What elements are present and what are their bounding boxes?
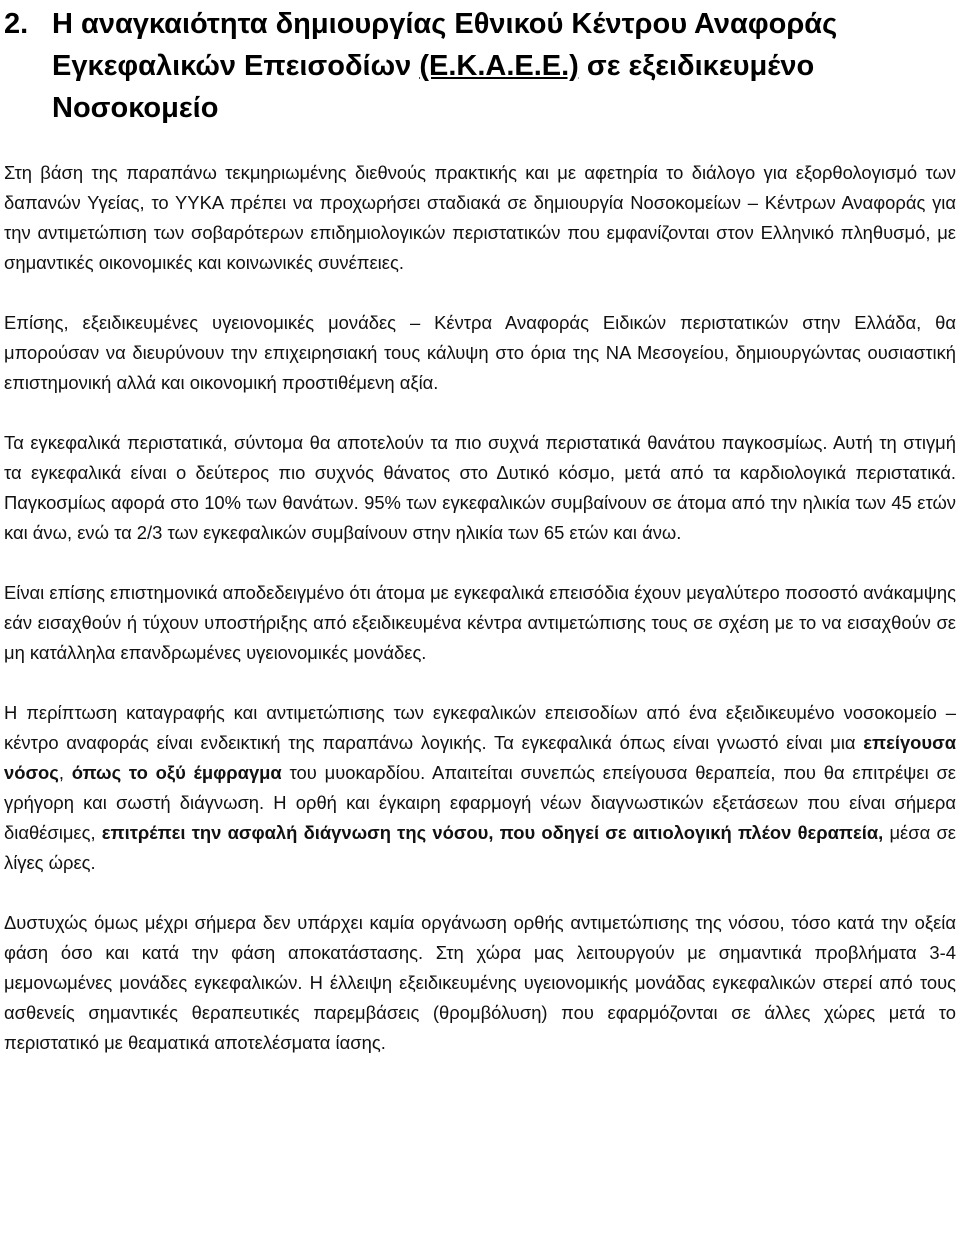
p5-text-2: , <box>58 762 72 783</box>
section-heading <box>4 3 956 129</box>
heading-text-end: σε εξειδικευμένο Νοσοκομείο <box>52 50 815 124</box>
heading-text: Η αναγκαιότητα δημιουργίας Εθνικού Κέντρου Αναφοράς Εγκεφαλικών Επεισοδίων <box>52 8 838 82</box>
paragraph-recovery-rate: Είναι επίσης επιστημονικά αποδεδειγμένο ότι άτομα με εγκεφαλικά επεισόδια έχουν μεγαλύτερο ποσοστό ανάκαμψης εάν εισαχθούν ή τύχουν υποστήριξης από εξειδικευμένα κέντρα αντιμετώπισης τους σε σχέση με το να εισαχθούν σε μη κατάλληλα επανδρωμένες υγειονομικές μονάδες. <box>4 582 956 663</box>
p5-text-1: Η περίπτωση καταγραφής και αντιμετώπισης των εγκεφαλικών επεισοδίων από ένα εξειδικευμένο νοσοκομείο – κέντρο αναφοράς είναι ενδεικτική της παραπάνω λογικής. Τα εγκεφαλικά όπως είναι γνωστό είναι μια <box>4 702 956 753</box>
p5-text-4: μέσα σε λίγες ώρες. <box>4 822 956 873</box>
p5-bold-3: επιτρέπει την ασφαλή διάγνωση της νόσου, που οδηγεί σε αιτιολογική πλέον θεραπεία, <box>101 822 884 843</box>
paragraph-stroke-statistics: Τα εγκεφαλικά περιστατικά, σύντομα θα αποτελούν τα πιο συχνά περιστατικά θανάτου παγκοσμίως. Αυτή τη στιγμή τα εγκεφαλικά είναι ο δεύτερος πιο συχνός θάνατος στο Δυτικό κόσμο, μετά από τα καρδιολογικά περιστατικά. Παγκοσμίως αφορά στο 10% των θανάτων. 95% των εγκεφαλικών συμβαίνουν σε άτομα από την ηλικία των 45 ετών και άνω, ενώ τα 2/3 των εγκεφαλικών συμβαίνουν στην ηλικία των 65 ετών και άνω. <box>4 432 956 543</box>
paragraph-reference-centers: Στη βάση της παραπάνω τεκμηριωμένης διεθνούς πρακτικής και με αφετηρία το διάλογο για εξορθολογισμό των δαπανών Υγείας, το ΥΥΚΑ πρέπει να προχωρήσει σταδιακά σε δημιουργία Νοσοκομείων – Κέντρων Αναφοράς για την αντιμετώπιση των σοβαρότερων επιδημιολογικών περιστατικών που εμφανίζονται στον Ελληνικό πληθυσμό, με σημαντικές οικονομικές και κοινωνικές συνέπειες. <box>4 162 956 273</box>
paragraph-current-situation: Δυστυχώς όμως μέχρι σήμερα δεν υπάρχει καμία οργάνωση ορθής αντιμετώπισης της νόσου, τόσο κατά την οξεία φάση όσο και κατά την φάση αποκατάστασης. Στη χώρα μας λειτουργούν με σημαντικά προβλήματα 3-4 μεμονωμένες μονάδες εγκεφαλικών. Η έλλειψη εξειδικευμένης υγειονομικής μονάδας εγκεφαλικών στερεί από τους ασθενείς σημαντικές θεραπευτικές παρεμβάσεις (θρομβόλυση) που εφαρμόζονται σε άλλες χώρες μετά το περιστατικό με θεαματικά αποτελέσματα ίασης. <box>4 912 956 1053</box>
p5-bold-2: όπως το οξύ έμφραγμα <box>71 762 282 783</box>
document-page <box>4 0 956 1058</box>
heading-acronym: (Ε.Κ.Α.Ε.Ε.) <box>419 50 579 82</box>
paragraph-specialized-units: Επίσης, εξειδικευμένες υγειονομικές μονάδες – Κέντρα Αναφοράς Ειδικών περιστατικών στην Ελλάδα, θα μπορούσαν να διευρύνουν την επιχειρησιακή τους κάλυψη στο όρια της ΝΑ Μεσογείου, δημιουργώντας ουσιαστική επιστημονική αλλά και οικονομική προστιθέμενη αξία. <box>4 312 956 393</box>
paragraph-emergency-treatment <box>4 698 956 878</box>
section-number: 2. <box>4 8 29 40</box>
p5-text-3: του μυοκαρδίου. Απαιτείται συνεπώς επείγουσα θεραπεία, που θα επιτρέψει σε γρήγορη και σωστή διάγνωση. Η ορθή και έγκαιρη εφαρμογή νέων διαγνωστικών εξετάσεων που είναι σήμερα διαθέσιμες, <box>4 762 956 843</box>
p5-bold-1: επείγουσα νόσος <box>4 732 956 783</box>
